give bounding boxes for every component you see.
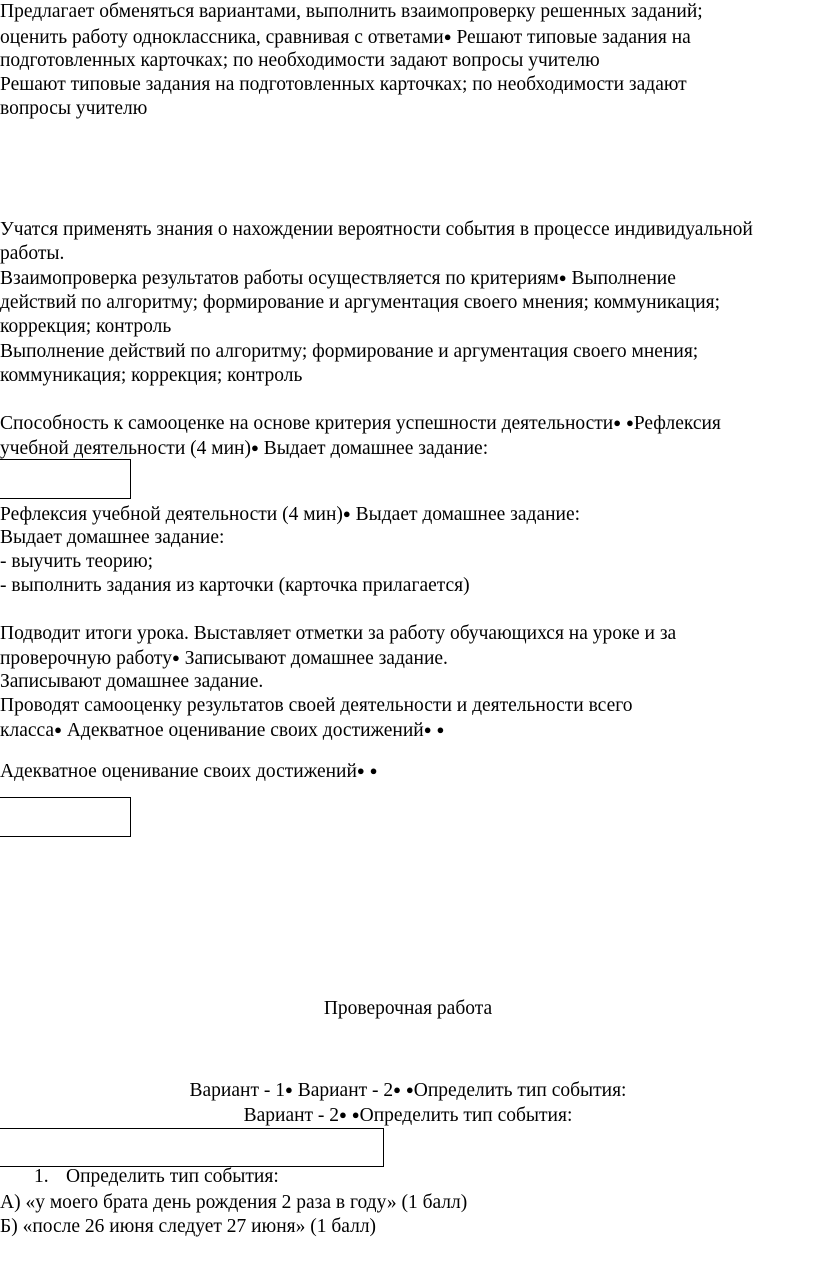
text-line: Рефлексия учебной деятельности (4 мин)● Выдает домашнее задание: [0,504,581,525]
bullet-icon: ● [625,415,634,430]
text-line: - выполнить задания из карточки (карточка прилагается) [0,575,470,596]
text-line: Предлагает обменяться вариантами, выполнить взаимопроверку решенных заданий; [0,1,703,22]
bullet-icon: ● [613,415,622,430]
answer-a: А) «у моего брата день рождения 2 раза в году» (1 балл) [0,1192,468,1213]
answer-b: Б) «после 26 июня следует 27 июня» (1 балл) [0,1216,377,1237]
variant-line: Вариант - 1● Вариант - 2● ●Определить тип события: [189,1080,627,1101]
text-line: оценить работу одноклассника, сравнивая с ответами● Решают типовые задания на [0,27,691,48]
text-line: работы. [0,243,65,264]
bullet-icon: ● [558,270,567,285]
text-line: коррекция; контроль [0,316,172,337]
text-line: - выучить теорию; [0,551,154,572]
bullet-icon: ● [369,763,378,778]
bullet-icon: ● [405,1082,414,1097]
bullet-icon: ● [250,440,259,455]
text-line: подготовленных карточках; по необходимости задают вопросы учителю [0,50,600,71]
text-line: Учатся применять знания о нахождении вероятности события в процессе индивидуальной [0,219,753,240]
bullet-icon: ● [351,1107,360,1122]
text-line: Способность к самооценке на основе критерия успешности деятельности● ●Рефлексия [0,413,721,434]
question-text: Определить тип события: [66,1166,279,1187]
bullet-icon: ● [443,29,452,44]
list-item: 1. [34,1166,49,1187]
bullet-icon: ● [342,506,351,521]
text-line: коммуникация; коррекция; контроль [0,365,303,386]
page-title: Проверочная работа [323,998,493,1019]
text-line: Решают типовые задания на подготовленных карточках; по необходимости задают [0,74,687,95]
text-line: вопросы учителю [0,98,148,119]
bullet-icon: ● [393,1082,401,1097]
bullet-icon: ● [284,1082,293,1097]
text-line: Подводит итоги урока. Выставляет отметки за работу обучающихся на уроке и за [0,623,677,644]
text-line: Проводят самооценку результатов своей деятельности и деятельности всего [0,695,633,716]
bullet-icon: ● [423,722,432,737]
bullet-icon: ● [171,650,180,665]
variant-line: Вариант - 2● ●Определить тип события: [243,1105,573,1126]
bullet-icon: ● [356,763,365,778]
empty-box [0,797,131,837]
bullet-icon: ● [436,722,445,737]
bullet-icon: ● [54,722,62,737]
text-line: Записывают домашнее задание. [0,671,264,692]
text-line: Выдает домашнее задание: [0,527,225,548]
bullet-icon: ● [339,1107,347,1122]
text-line: Адекватное оценивание своих достижений● ● [0,761,378,782]
empty-box [0,1128,384,1167]
empty-box [0,459,131,499]
text-line: Взаимопроверка результатов работы осуществляется по критериям● Выполнение [0,268,676,289]
text-line: проверочную работу● Записывают домашнее задание. [0,648,448,669]
text-line: учебной деятельности (4 мин)● Выдает домашнее задание: [0,438,489,459]
text-line: Выполнение действий по алгоритму; формирование и аргументация своего мнения; [0,341,699,362]
text-line: действий по алгоритму; формирование и аргументация своего мнения; коммуникация; [0,292,721,313]
text-line: класса● Адекватное оценивание своих достижений● ● [0,720,445,741]
